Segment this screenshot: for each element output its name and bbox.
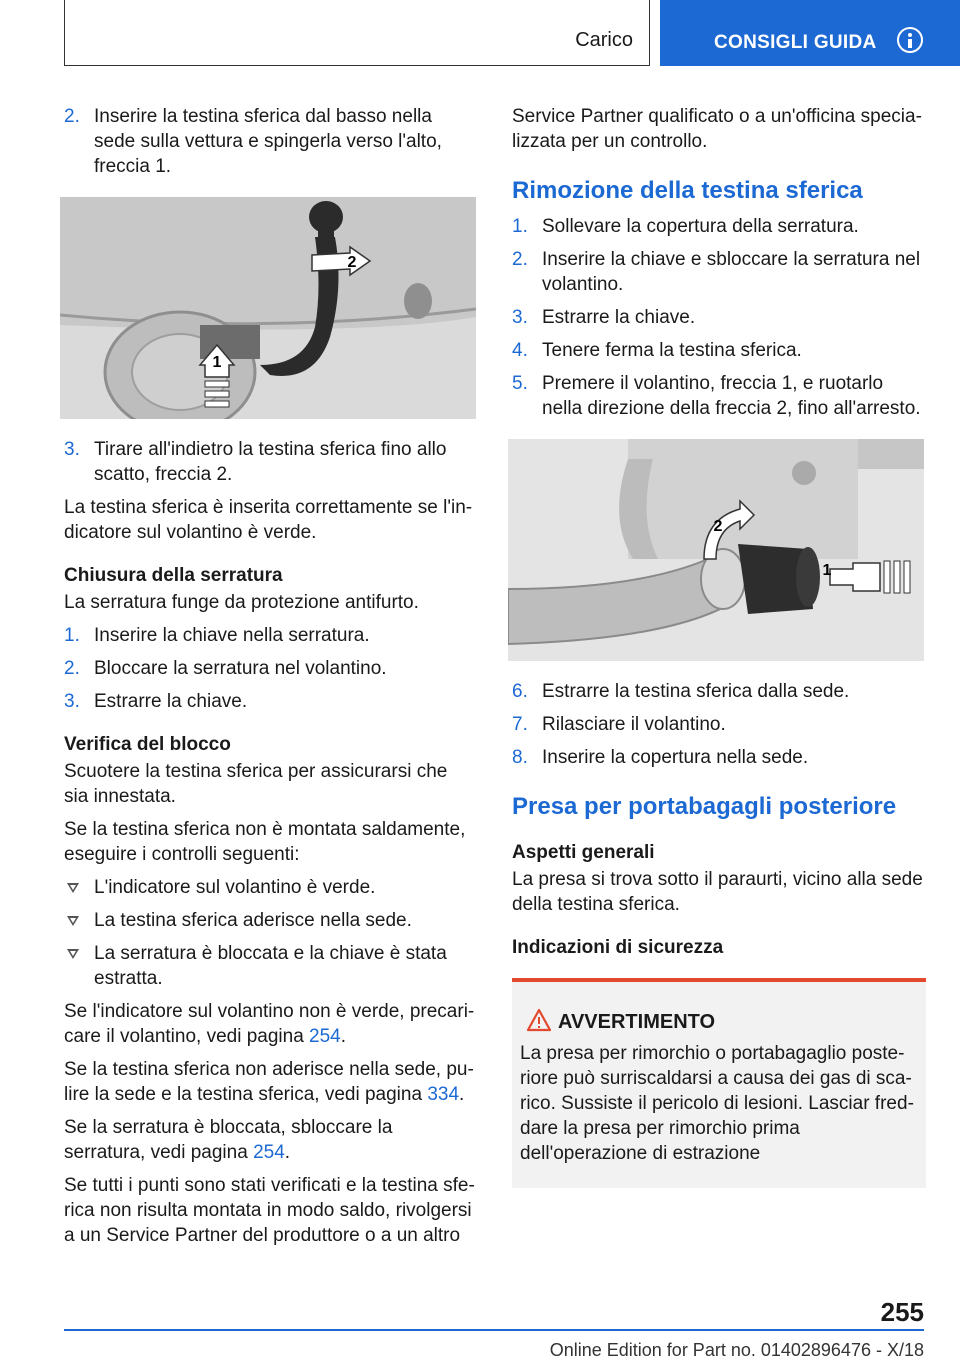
step-text: Inserire la testina sferica dal basso nella sede sulla vettura e spingerla verso l'alto, freccia 1.	[94, 106, 442, 177]
header-section-box	[64, 0, 650, 66]
step-text: Tirare all'indietro la testina sferica fino allo scatto, freccia 2.	[94, 439, 447, 485]
figure-label-1: 1	[822, 562, 832, 579]
list-item	[64, 623, 476, 648]
figure-label-2: 2	[713, 518, 723, 535]
subheading-check: Verifica del blocco	[64, 734, 231, 755]
step-number: 1.	[512, 216, 528, 237]
list-item	[512, 338, 926, 363]
figure-label-1: 1	[212, 354, 222, 371]
warning-box	[512, 978, 926, 1188]
warning-text: La presa per rimorchio o portabagaglio posteriore può surriscaldarsi a causa dei gas di scarico. Sussiste il pericolo di lesioni. Lasciar freddare la presa per rimorchio prima dell'operazione di estrazione	[520, 1043, 914, 1164]
paragraph: Service Partner qualificato o a un'officina specializzata per un controllo.	[512, 106, 922, 152]
figure-ball-head-insertion	[60, 197, 476, 419]
step-number: 2.	[512, 249, 528, 270]
step-number: 2.	[64, 658, 80, 679]
paragraph	[64, 999, 476, 1049]
step-number: 3.	[512, 307, 528, 328]
period: .	[459, 1084, 465, 1105]
paragraph	[64, 1115, 476, 1165]
list-item	[64, 437, 476, 487]
paragraph-text: Se l'indicatore sul volantino non è verde, precaricare il volantino, vedi pagina	[64, 1001, 475, 1047]
paragraph: Se tutti i punti sono stati verificati e la testina sferica non risulta montata in modo saldo, rivolgersi a un Service Partner del produttore o a un altro	[64, 1175, 475, 1246]
paragraph-text: Se la testina sferica non aderisce nella sede, pulire la sede e la testina sferica, vedi pagina	[64, 1059, 474, 1105]
list-item	[64, 656, 476, 681]
step-number: 7.	[512, 714, 528, 735]
section-title: Carico	[575, 29, 633, 51]
section-heading-socket: Presa per portabagagli posteriore	[512, 793, 897, 820]
section-heading-removal: Rimozione della testina sferica	[512, 177, 863, 204]
paragraph: La testina sferica è inserita correttamente se l'indicatore sul volantino è verde.	[64, 497, 473, 543]
list-item	[64, 875, 476, 900]
figure-label-2: 2	[347, 254, 357, 271]
warning-triangle-icon	[526, 1008, 552, 1032]
step-number: 4.	[512, 340, 528, 361]
list-item	[64, 941, 476, 991]
step-number: 3.	[64, 691, 80, 712]
list-item	[512, 712, 926, 737]
step-text: Premere il volantino, freccia 1, e ruotarlo nella direzione della freccia 2, fino all'arresto.	[542, 373, 921, 419]
page-link-334[interactable]: 334	[427, 1084, 460, 1105]
paragraph-text: Se la serratura è bloccata, sbloccare la serratura, vedi pagina	[64, 1117, 393, 1163]
list-item	[64, 689, 476, 714]
step-text: Estrarre la chiave.	[542, 307, 696, 328]
tab-consigli-guida[interactable]	[660, 0, 960, 66]
list-item	[512, 247, 926, 297]
step-text: Rilasciare il volantino.	[542, 714, 726, 735]
triangle-bullet-icon	[67, 949, 79, 959]
step-number: 6.	[512, 681, 528, 702]
step-number: 5.	[512, 373, 528, 394]
paragraph	[64, 1057, 476, 1107]
list-item	[512, 371, 926, 421]
bullet-text: La testina sferica aderisce nella sede.	[94, 910, 412, 931]
subheading-lock: Chiusura della serratura	[64, 565, 283, 586]
list-item	[64, 908, 476, 933]
page-number: 255	[880, 1297, 924, 1327]
ball-head-insertion-illustration	[60, 197, 476, 419]
paragraph: La serratura funge da protezione antifurto.	[64, 592, 419, 613]
list-item	[64, 104, 476, 179]
step-text: Inserire la chiave e sbloccare la serratura nel volantino.	[542, 249, 921, 295]
step-text: Sollevare la copertura della serratura.	[542, 216, 859, 237]
warning-title: AVVERTIMENTO	[558, 1011, 716, 1033]
step-text: Inserire la copertura nella sede.	[542, 747, 809, 768]
step-text: Estrarre la chiave.	[94, 691, 248, 712]
page-link-254[interactable]: 254	[309, 1026, 341, 1047]
tab-label: CONSIGLI GUIDA	[714, 32, 877, 53]
step-text: Inserire la chiave nella serratura.	[94, 625, 370, 646]
paragraph: Scuotere la testina sferica per assicurarsi che sia innestata.	[64, 761, 448, 807]
step-number: 8.	[512, 747, 528, 768]
footer-divider	[64, 1329, 924, 1331]
info-icon[interactable]	[897, 27, 923, 53]
figure-handwheel-release	[508, 439, 924, 661]
list-item	[512, 305, 926, 330]
bullet-text: La serratura è bloccata e la chiave è stata estratta.	[94, 943, 447, 989]
step-number: 1.	[64, 625, 80, 646]
subheading-safety: Indicazioni di sicurezza	[512, 937, 724, 958]
step-text: Estrarre la testina sferica dalla sede.	[542, 681, 850, 702]
period: .	[284, 1142, 291, 1163]
triangle-bullet-icon	[67, 916, 79, 926]
subheading-general: Aspetti generali	[512, 842, 655, 863]
list-item	[512, 679, 926, 704]
left-column	[64, 104, 476, 1256]
paragraph: Se la testina sferica non è montata saldamente, eseguire i controlli seguenti:	[64, 819, 466, 865]
period: .	[340, 1026, 347, 1047]
step-number: 3.	[64, 439, 80, 460]
bullet-text: L'indicatore sul volantino è verde.	[94, 877, 376, 898]
step-number: 2.	[64, 106, 80, 127]
paragraph: La presa si trova sotto il paraurti, vicino alla sede della testina sferica.	[512, 869, 923, 915]
handwheel-release-illustration	[508, 439, 924, 661]
footer-edition: Online Edition for Part no. 01402896476 - X/18	[549, 1340, 924, 1360]
right-column	[512, 104, 926, 1188]
page-link-254[interactable]: 254	[253, 1142, 285, 1163]
list-item	[512, 745, 926, 770]
step-text: Bloccare la serratura nel volantino.	[94, 658, 387, 679]
list-item	[512, 214, 926, 239]
warning-heading	[520, 1010, 916, 1035]
triangle-bullet-icon	[67, 883, 79, 893]
step-text: Tenere ferma la testina sferica.	[542, 340, 802, 361]
